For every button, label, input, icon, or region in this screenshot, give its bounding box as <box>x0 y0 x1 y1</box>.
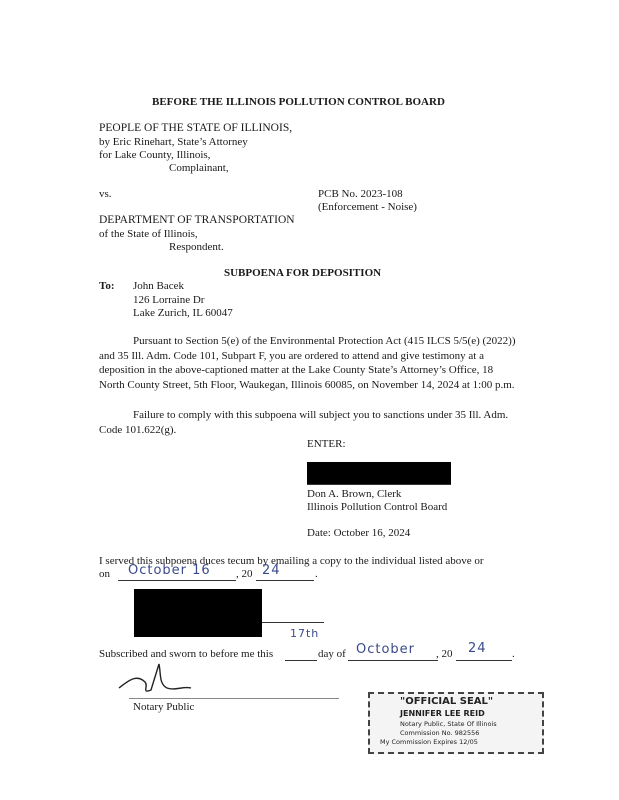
notary-year-prefix: , 20 <box>436 648 453 660</box>
complainant-label: Complainant, <box>169 162 229 174</box>
service-year-line <box>256 580 314 581</box>
redacted-server-signature <box>134 589 262 637</box>
notary-month-line <box>348 660 438 661</box>
notary-day-line <box>285 660 317 661</box>
respondent-label: Respondent. <box>169 241 224 253</box>
recipient-street: 126 Lorraine Dr <box>133 294 205 306</box>
case-number: PCB No. 2023-108 <box>318 188 403 200</box>
service-date-handwritten: October 16 <box>128 563 211 578</box>
respondent-line-2: of the State of Illinois, <box>99 228 198 240</box>
vs-label: vs. <box>99 188 112 200</box>
notary-year-handwritten: 24 <box>468 641 487 656</box>
seal-line-1: Notary Public, State Of Illinois <box>400 720 497 728</box>
official-seal-stamp <box>368 692 544 754</box>
service-on-label: on <box>99 568 110 580</box>
service-statement: I served this subpoena duces tecum by emailing a copy to the individual listed above or <box>99 555 484 567</box>
notary-public-label: Notary Public <box>133 701 195 713</box>
service-end-punct: . <box>315 568 318 580</box>
service-year-prefix: , 20 <box>236 568 253 580</box>
complainant-line-2: by Eric Rinehart, State’s Attorney <box>99 136 248 148</box>
subpoena-body-1: Pursuant to Section 5(e) of the Environmental Protection Act (415 ILCS 5/5(e) (2022)) and 35 Ill. Adm. Code 101, Subpart F, you are ordered to attend and give testimony at a deposition in the above-captioned matter at the Lake County State’s Attorney’s Office, 18 North County Street, 5th Floor, Waukegan, Illinois 60085, on November 14, 2024 at 1:00 p.m. <box>99 335 516 391</box>
seal-line-3: My Commission Expires 12/05 <box>380 738 478 746</box>
seal-name: JENNIFER LEE REID <box>400 709 485 718</box>
recipient-name: John Bacek <box>133 280 185 292</box>
notary-day-handwritten: 17th <box>290 627 320 640</box>
seal-title: "OFFICIAL SEAL" <box>400 696 494 707</box>
issue-date: Date: October 16, 2024 <box>307 527 411 539</box>
clerk-office: Illinois Pollution Control Board <box>307 501 448 513</box>
complainant-line-3: for Lake County, Illinois, <box>99 149 211 161</box>
respondent-line-1: DEPARTMENT OF TRANSPORTATION <box>99 214 295 226</box>
notary-day-of: day of <box>318 648 346 660</box>
server-signature-line <box>262 622 324 623</box>
signature-line <box>307 484 451 485</box>
enter-label: ENTER: <box>307 438 346 450</box>
clerk-name: Don A. Brown, Clerk <box>307 488 402 500</box>
subpoena-body-2: Failure to comply with this subpoena will subject you to sanctions under 35 Ill. Adm. Code 101.622(g). <box>99 409 509 436</box>
notary-end-punct: . <box>512 648 515 660</box>
to-label: To: <box>99 280 115 292</box>
recipient-city: Lake Zurich, IL 60047 <box>133 307 233 319</box>
notary-sworn-text: Subscribed and sworn to before me this <box>99 648 274 660</box>
service-date-line <box>118 580 236 581</box>
page-title: BEFORE THE ILLINOIS POLLUTION CONTROL BOARD <box>152 96 445 108</box>
notary-month-handwritten: October <box>356 642 416 657</box>
notary-signature-line <box>129 698 339 699</box>
notary-year-line <box>456 660 512 661</box>
service-year-handwritten: 24 <box>262 563 281 578</box>
subpoena-title: SUBPOENA FOR DEPOSITION <box>224 267 382 279</box>
redacted-signature <box>307 462 451 484</box>
seal-line-2: Commission No. 982556 <box>400 729 480 737</box>
notary-signature <box>115 660 195 700</box>
case-type: (Enforcement - Noise) <box>318 201 417 213</box>
complainant-line-1: PEOPLE OF THE STATE OF ILLINOIS, <box>99 122 293 134</box>
